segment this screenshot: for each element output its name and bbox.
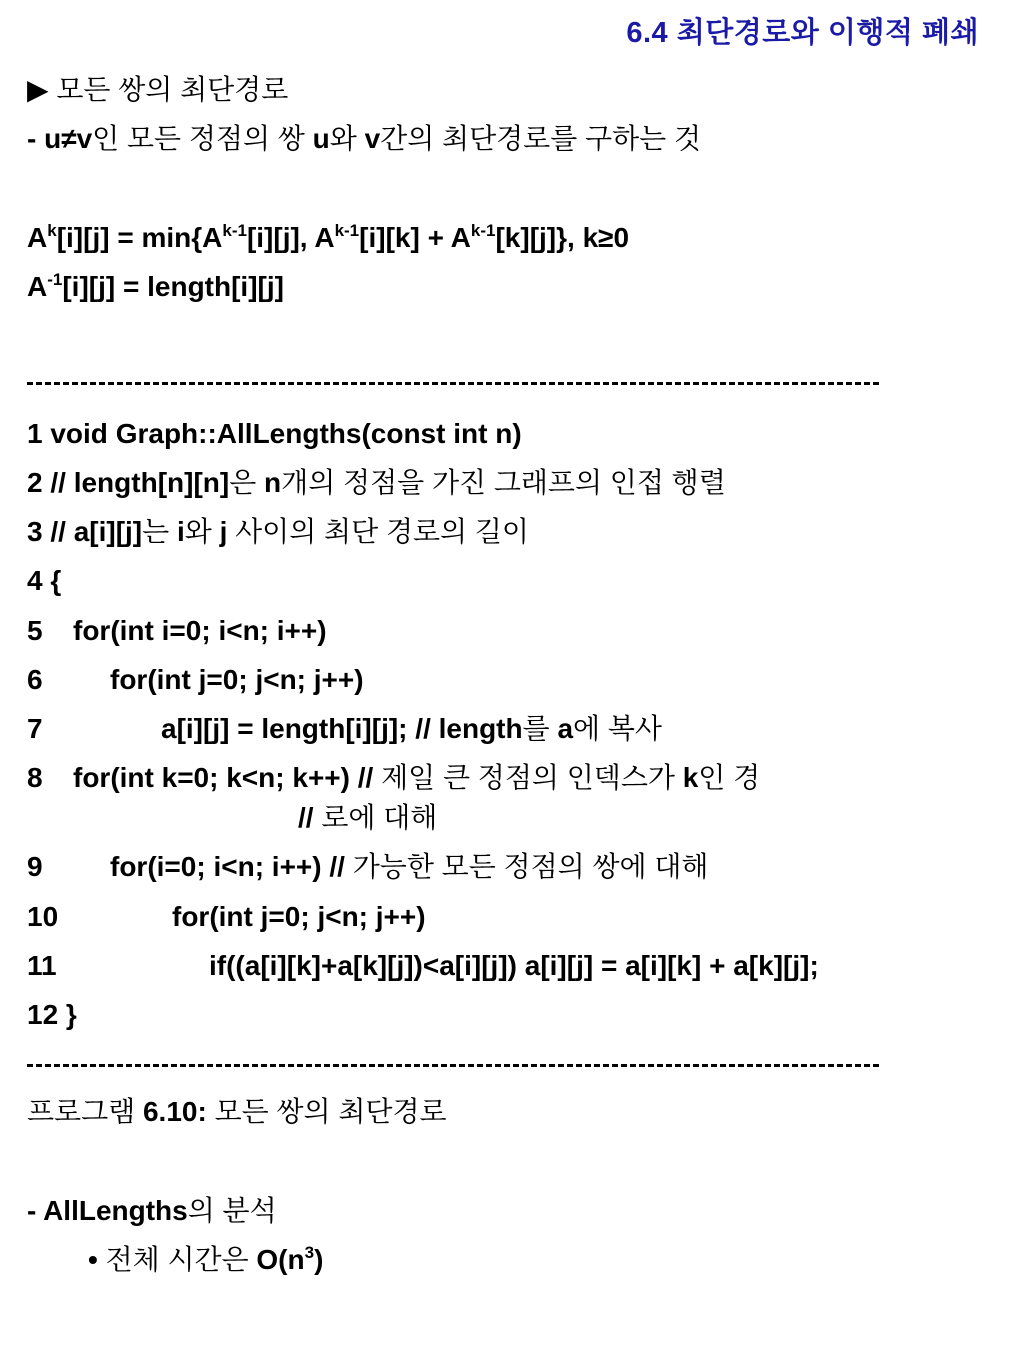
bullet-a: 전체 시간은 [105, 1244, 257, 1275]
code-line-2-a: length[n][n] [73, 467, 230, 498]
code-line-3-num: 3 // [27, 516, 74, 547]
formula1-sup-k1b: k-1 [334, 221, 360, 240]
bullet-c: ) [314, 1244, 324, 1275]
intro-text1: 인 모든 정점의 쌍 [92, 123, 313, 154]
code-line-11-text: if((a[i][k]+a[k][j])<a[i][j]) a[i][j] = a[i][k] + a[k][j]; [209, 950, 819, 981]
code-line-3-b: 는 [142, 516, 177, 547]
code-line-3-e: j [219, 516, 228, 547]
code-line-8-cont-b: 로에 대해 [321, 802, 438, 833]
code-line-9 [27, 849, 708, 885]
caption-c: 모든 쌍의 최단경로 [206, 1096, 447, 1127]
code-line-12: 12 } [27, 999, 77, 1030]
code-line-3-f: 사이의 최단 경로의 길이 [227, 516, 529, 547]
formula-recurrence [27, 220, 629, 256]
intro-u: u [44, 123, 62, 154]
code-line-2-b: 은 [229, 467, 265, 498]
analysis-heading [27, 1193, 277, 1229]
formula2-sup: -1 [47, 270, 63, 289]
code-line-11-num: 11 [27, 950, 57, 981]
code-line-6-text: for(int j=0; j<n; j++) [110, 664, 364, 695]
code-line-7-a: a[i][j] = length[i][j]; // length [161, 713, 523, 744]
bullet-sup: 3 [304, 1243, 315, 1262]
code-line-8-b: 제일 큰 정점의 인덱스가 [381, 762, 683, 793]
intro-dash: - [27, 123, 45, 154]
bullet-b: O(n [256, 1244, 305, 1275]
complexity-bullet [88, 1242, 323, 1278]
formula1-part1: [i][j] = min{A [56, 222, 223, 253]
intro-wa: 와 [329, 123, 365, 154]
code-line-7-c: a [557, 713, 574, 744]
divider-bottom [27, 1064, 879, 1067]
code-line-4: 4 { [27, 565, 62, 596]
code-line-7-num: 7 [27, 713, 43, 744]
page-title: 6.4 최단경로와 이행적 폐쇄 [626, 17, 979, 49]
code-line-5-num: 5 [27, 615, 43, 646]
intro-neq: ≠ [61, 123, 77, 154]
code-line-8-a: for(int k=0; k<n; k++) // [73, 762, 382, 793]
formula1-a: A [27, 222, 48, 253]
intro-u2: u [312, 123, 330, 154]
code-line-2-c: n [264, 467, 282, 498]
code-line-6-num: 6 [27, 664, 43, 695]
caption-b: 6.10: [142, 1096, 207, 1127]
code-line-6 [27, 662, 364, 698]
formula2-rest: [i][j] = length[i][j] [62, 271, 284, 302]
code-line-2-d: 개의 정점을 가진 그래프의 인접 행렬 [281, 467, 726, 498]
code-line-8-d: 인 경 [698, 762, 761, 793]
analysis-b: 의 분석 [187, 1195, 277, 1226]
caption-a: 프로그램 [27, 1096, 143, 1127]
formula1-part3: [i][k] + A [359, 222, 471, 253]
section-heading: ▶ 모든 쌍의 최단경로 [27, 74, 289, 105]
intro-v: v [76, 123, 93, 154]
code-line-7 [27, 711, 662, 747]
formula-base [27, 269, 284, 305]
code-line-9-b: 가능한 모든 정점의 쌍에 대해 [352, 851, 709, 882]
code-line-3 [27, 514, 529, 550]
formula2-a: A [27, 271, 48, 302]
code-line-8-cont-a: // [298, 802, 322, 833]
intro-text2: 간의 최단경로를 구하는 것 [380, 123, 702, 154]
code-line-3-c: i [176, 516, 185, 547]
code-line-9-a: for(i=0; i<n; i++) // [110, 851, 353, 882]
formula1-part2: [i][j], A [246, 222, 335, 253]
code-line-2 [27, 465, 726, 501]
code-line-8-c: k [682, 762, 699, 793]
program-caption [27, 1094, 447, 1130]
code-line-10-text: for(int j=0; j<n; j++) [172, 901, 426, 932]
code-line-3-a: a[i][j] [73, 516, 143, 547]
formula1-sup-k1c: k-1 [470, 221, 496, 240]
formula1-sup-k1a: k-1 [222, 221, 247, 240]
analysis-a: - AllLengths [27, 1195, 188, 1226]
intro-v2: v [364, 123, 381, 154]
code-line-8-num: 8 [27, 762, 43, 793]
divider-top [27, 382, 879, 385]
code-line-8 [27, 760, 760, 796]
bullet-dot: • [88, 1244, 106, 1275]
code-line-9-num: 9 [27, 851, 43, 882]
intro-line [27, 121, 701, 157]
code-line-11 [27, 948, 819, 984]
code-line-8-continued [298, 800, 437, 836]
formula1-sup-k: k [47, 221, 57, 240]
code-line-1: 1 void Graph::AllLengths(const int n) [27, 418, 522, 449]
code-line-5 [27, 613, 327, 649]
code-line-7-b: 를 [522, 713, 558, 744]
code-line-10 [27, 899, 426, 935]
code-line-7-d: 에 복사 [573, 713, 662, 744]
code-line-5-text: for(int i=0; i<n; i++) [73, 615, 327, 646]
code-line-10-num: 10 [27, 901, 59, 932]
code-line-2-num: 2 // [27, 467, 74, 498]
code-line-3-d: 와 [184, 516, 220, 547]
formula1-part4: [k][j]}, k≥0 [495, 222, 630, 253]
